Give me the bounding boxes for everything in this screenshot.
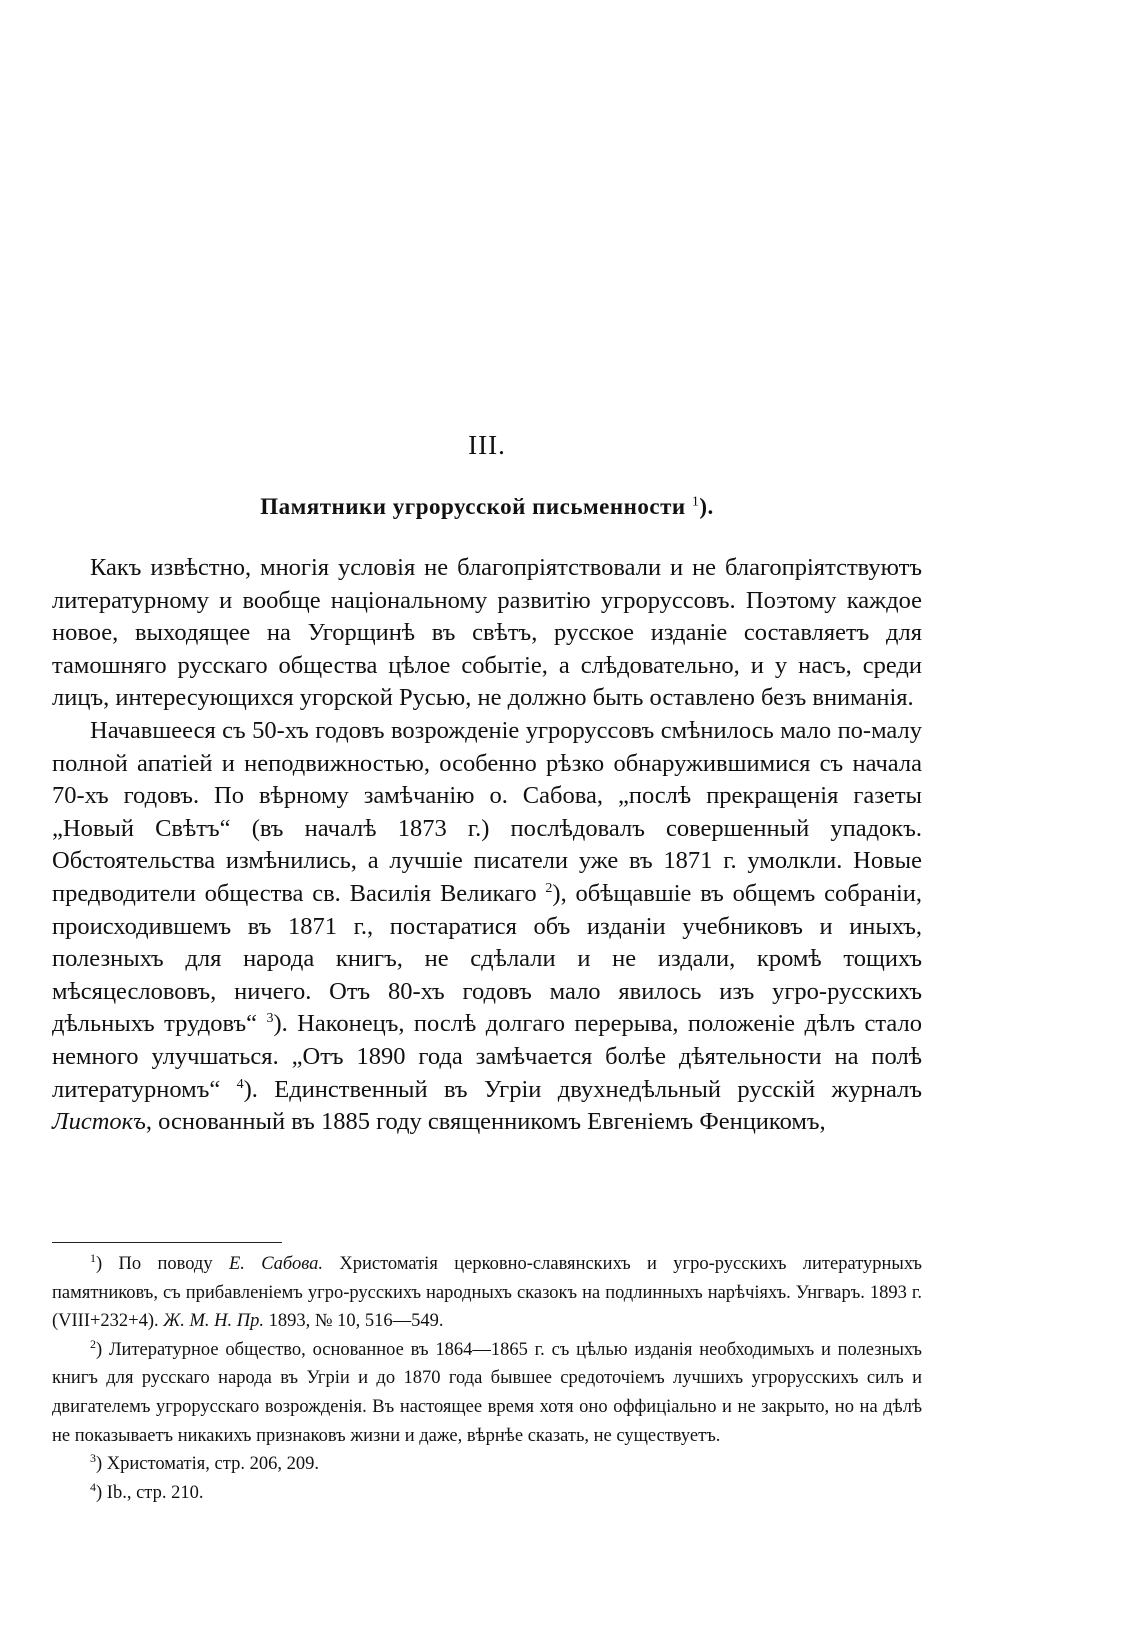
footnote-text: ) Литературное общество, основанное въ 1864—1865 г. съ цѣлью изданія необходимыхъ и полезныхъ книгъ для русскаго народа въ Угріи и до 1870 года бывшее средоточіемъ лучшихъ угрорусскихъ силъ и двигателемъ угрорусскаго возрожденія. Въ настоящее время хотя оно оффиціально и не закрыто, но на дѣлѣ не показываетъ никакихъ признаковъ жизни и даже, вѣрнѣе сказать, не существуетъ.	[52, 1339, 922, 1446]
footnote-text: Христоматія церковно-славянскихъ и угро-русскихъ литературныхъ памятниковъ, съ прибавленіемъ угро-русскихъ народныхъ сказокъ на подлинныхъ нарѣчіяхъ. Унгваръ. 1893 г. (VIII+232+4).	[52, 1254, 922, 1332]
footnote-ref[interactable]: 3	[266, 1011, 274, 1027]
paragraph-text: Какъ извѣстно, многія условія не благопріятствовали и не благопріятствуютъ литературному и вообще національному развитію угрорусcовъ. Поэтому каждое новое, выходящее на Угорщинѣ въ свѣтъ, русское изданіе составляетъ для тамошняго русскаго общества цѣлое событіе, а слѣдовательно, и у насъ, среди лицъ, интересующихся угорской Русью, не должно быть оставлено безъ вниманія.	[52, 554, 922, 712]
footnote-mark: 3	[90, 1451, 96, 1465]
paragraph-text: , основанный въ 1885 году священникомъ Евгеніемъ Фенцикомъ,	[145, 1108, 826, 1136]
footnote-author: Е. Сабова.	[228, 1254, 324, 1274]
footnote-text: ) По поводу	[96, 1254, 229, 1274]
footnote-mark: 2	[90, 1336, 96, 1351]
journal-name: Листокъ	[52, 1108, 146, 1136]
footnotes	[52, 1250, 922, 1507]
book-page	[52, 0, 922, 1638]
chapter-title-close: ).	[699, 494, 714, 519]
footnote	[52, 1479, 922, 1508]
footnote-ref[interactable]: 4	[236, 1076, 244, 1092]
paragraph	[52, 552, 922, 715]
footnote	[52, 1450, 922, 1479]
paragraph-text: Начавшееся съ 50-хъ годовъ возрожденіе угроруссовъ смѣнилось мало по-малу полной апатіей и неподвижностью, особенно рѣзко обнаружившимися съ начала 70-хъ годовъ. По вѣрному замѣчанію о. Сабова, „послѣ прекращенія газеты „Новый Свѣтъ“ (въ началѣ 1873 г.) послѣдовалъ совершенный упадокъ. Обстоятельства измѣнились, а лучшіе писатели уже въ 1871 г. умолкли. Новые предводители общества св. Василія Великаго	[52, 716, 922, 907]
footnote-divider	[52, 1242, 282, 1243]
chapter-title	[52, 494, 922, 520]
footnote-ref[interactable]: 2	[545, 880, 553, 896]
footnote-mark: 1	[90, 1250, 96, 1265]
footnote-journal: Ж. М. Н. Пр.	[163, 1311, 264, 1332]
paragraph-text: ). Наконецъ, послѣ долгаго перерыва, положеніе дѣлъ стало немного улучшаться. „Отъ 1890 года замѣчается болѣе дѣятельности на полѣ литературномъ“	[52, 1010, 922, 1103]
chapter-title-text: Памятники угрорусской письменности	[260, 494, 686, 519]
body-text	[52, 552, 922, 1139]
footnote	[52, 1250, 922, 1336]
footnote-mark: 4	[90, 1479, 96, 1494]
footnote-text: 1893, № 10, 516—549.	[263, 1311, 444, 1332]
footnote-ref[interactable]: 1	[691, 494, 700, 510]
footnote-text: ) Христоматія, стр. 206, 209.	[96, 1454, 319, 1475]
footnote-text: ) Ib., стр. 210.	[96, 1482, 204, 1503]
paragraph-text: ), обѣщавшіе въ общемъ собраніи, происходившемъ въ 1871 г., постаратися объ изданіи учебниковъ и иныхъ, полезныхъ для народа книгъ, не сдѣлали и не издали, кромѣ тощихъ мѣсяцеслововъ, ничего. Отъ 80-хъ годовъ мало явилось изъ угро-русскихъ дѣльныхъ трудовъ“	[52, 879, 922, 1038]
footnote	[52, 1336, 922, 1450]
chapter-number: III.	[468, 430, 506, 460]
paragraph	[52, 715, 922, 1139]
paragraph-text: ). Единственный въ Угріи двухнедѣльный русскій журналъ	[243, 1075, 922, 1103]
